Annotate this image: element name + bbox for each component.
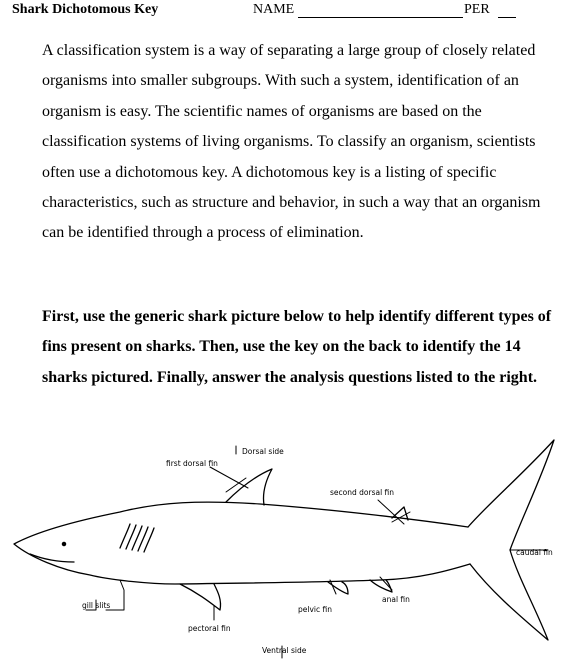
period-blank-line [498, 17, 516, 18]
shark-diagram [0, 432, 576, 665]
name-blank-line [298, 17, 463, 18]
worksheet-title: Shark Dichotomous Key [12, 2, 159, 17]
shark-eye [62, 542, 65, 545]
period-label: PER [464, 2, 490, 17]
gill-slits-marks [120, 524, 154, 552]
label-anal-fin: anal fin [382, 595, 410, 604]
label-ventral-side: Ventral side [262, 646, 307, 655]
pelvic-fin-shape [328, 582, 348, 594]
label-leader-lines [86, 446, 548, 658]
shark-diagram-svg [0, 432, 576, 665]
shark-body-outline [14, 502, 470, 584]
label-dorsal-side: Dorsal side [242, 447, 284, 456]
worksheet-header [0, 2, 576, 22]
name-label: NAME [253, 2, 295, 17]
instructions-paragraph: First, use the generic shark picture below to help identify different types of fins present on sharks. Then, use the key on the back to identify the 14 sharks pictured. Finally, answer the analysis questions listed to the right. [42, 308, 552, 386]
label-gill-slits: gill slits [82, 601, 111, 610]
label-pelvic-fin: pelvic fin [298, 605, 332, 614]
caudal-fin [468, 440, 554, 640]
label-pectoral-fin: pectoral fin [188, 624, 231, 633]
label-first-dorsal-fin: first dorsal fin [166, 459, 218, 468]
intro-paragraph: A classification system is a way of separating a large group of closely related organisms into smaller subgroups. With such a system, identification of an organism is easy. The scientific names of organisms are based on the classification systems of living organisms. To classify an organism, scientists often use a dichotomous key. A dichotomous key is a listing of specific characteristics, such as structure and behavior, in such a way that an organism can be identified through a process of elimination. [42, 42, 541, 242]
label-second-dorsal-fin: second dorsal fin [330, 488, 395, 497]
label-caudal-fin: caudal fin [516, 548, 553, 557]
